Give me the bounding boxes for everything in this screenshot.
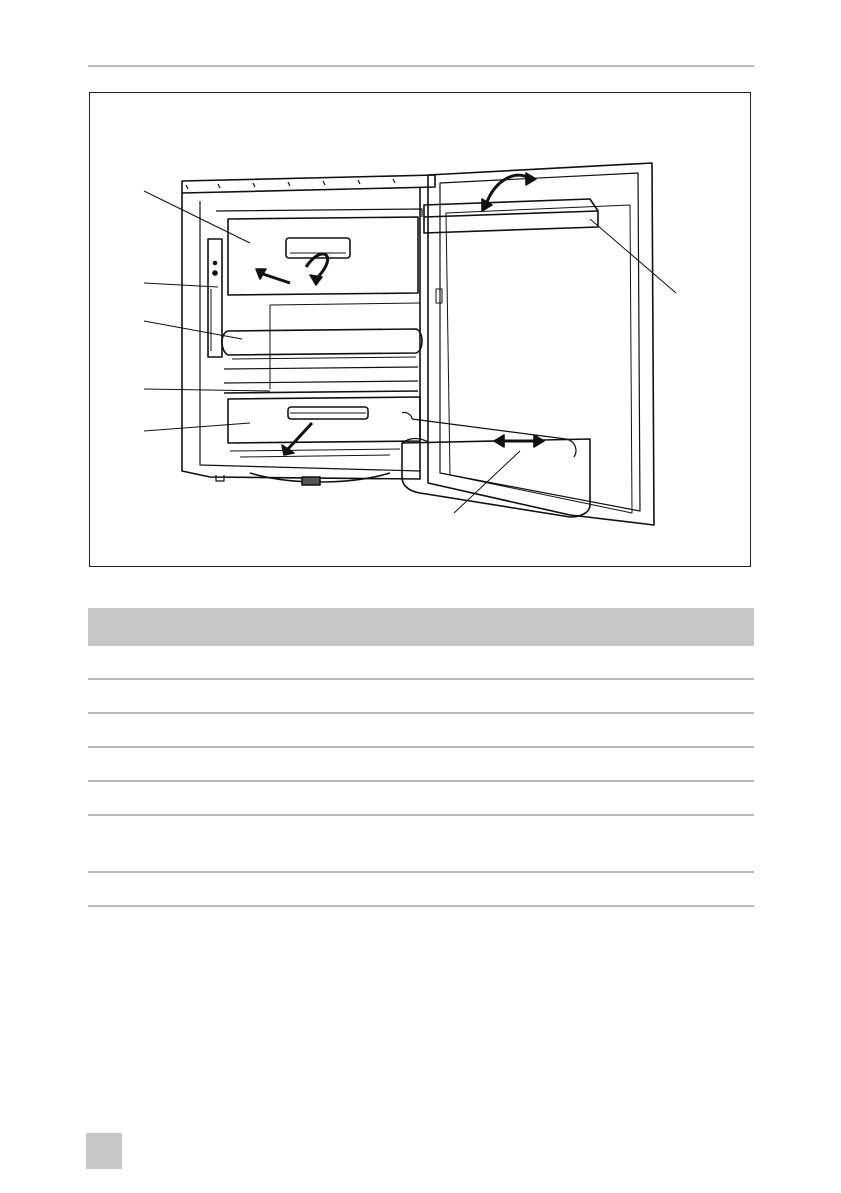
table-row-divider bbox=[88, 871, 754, 873]
table-row-divider bbox=[88, 712, 754, 714]
worktop bbox=[182, 175, 435, 193]
page-number-tab bbox=[86, 1133, 122, 1169]
bottle-rack bbox=[402, 439, 590, 517]
table-row-divider bbox=[88, 678, 754, 680]
crisper-drawer bbox=[228, 397, 420, 443]
control-panel bbox=[208, 239, 222, 357]
parts-table-header bbox=[88, 608, 754, 646]
table-row-divider bbox=[88, 905, 754, 907]
shelf bbox=[222, 329, 422, 355]
door bbox=[428, 163, 654, 525]
fridge-illustration bbox=[89, 92, 751, 567]
table-row-divider bbox=[88, 780, 754, 782]
fridge-drawing bbox=[90, 93, 752, 568]
header-rule bbox=[88, 65, 754, 67]
table-row-divider bbox=[88, 814, 754, 816]
table-row-divider bbox=[88, 746, 754, 748]
freezer-door bbox=[228, 217, 418, 295]
